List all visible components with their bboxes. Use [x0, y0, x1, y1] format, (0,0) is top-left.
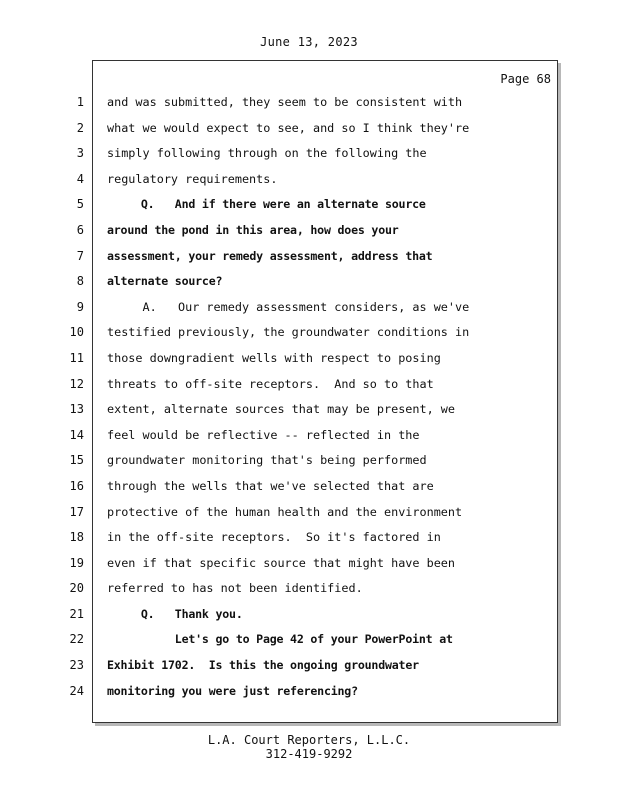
line-number: 3: [76, 146, 84, 161]
page-number: Page 68: [500, 72, 551, 86]
transcript-text: [107, 90, 552, 704]
transcript-line: even if that specific source that might have been: [107, 555, 456, 570]
transcript-line: assessment, your remedy assessment, address that: [107, 248, 433, 263]
transcript-line: simply following through on the following the: [107, 146, 427, 161]
transcript-line: around the pond in this area, how does your: [107, 222, 399, 237]
line-number: 20: [69, 581, 84, 596]
line-number: 14: [69, 427, 84, 442]
line-number: 12: [69, 376, 84, 391]
line-number: 18: [69, 530, 84, 545]
line-number: 22: [69, 632, 84, 647]
transcript-line: Exhibit 1702. Is this the ongoing groundwater: [107, 658, 419, 673]
transcript-line: through the wells that we've selected that are: [107, 478, 434, 493]
line-number: 23: [69, 658, 84, 673]
transcript-line: Let's go to Page 42 of your PowerPoint at: [107, 632, 453, 647]
line-number: 17: [69, 504, 84, 519]
line-number: 1: [76, 95, 84, 109]
line-number: 6: [76, 222, 84, 237]
reporter-company: L.A. Court Reporters, L.L.C.: [207, 733, 411, 747]
line-number: 21: [69, 606, 84, 621]
transcript-line: and was submitted, they seem to be consistent with: [107, 95, 463, 109]
transcript-line: what we would expect to see, and so I think they're: [107, 120, 470, 135]
reporter-phone: 312-419-9292: [265, 747, 353, 761]
transcript-date: June 13, 2023: [260, 35, 358, 49]
transcript-line: threats to off-site receptors. And so to that: [107, 376, 434, 391]
line-number: 2: [76, 120, 84, 135]
transcript-line: A. Our remedy assessment considers, as we've: [107, 299, 470, 314]
transcript-line: regulatory requirements.: [107, 171, 278, 186]
transcript-line: protective of the human health and the environment: [107, 504, 463, 519]
line-number: 4: [76, 171, 84, 186]
line-number: 7: [76, 248, 84, 263]
transcript-line: testified previously, the groundwater conditions in: [107, 325, 470, 340]
line-number: 5: [76, 197, 84, 212]
line-number: 16: [69, 478, 84, 493]
transcript-line: monitoring you were just referencing?: [107, 683, 358, 698]
line-number-column: [50, 90, 88, 704]
line-number: 8: [76, 274, 84, 289]
transcript-line: those downgradient wells with respect to posing: [107, 350, 441, 365]
transcript-line: alternate source?: [107, 274, 223, 289]
line-number: 10: [69, 325, 84, 340]
transcript-line: extent, alternate sources that may be present, we: [107, 402, 456, 417]
transcript-line: referred to has not been identified.: [107, 581, 363, 596]
transcript-line: in the off-site receptors. So it's factored in: [107, 530, 441, 545]
line-number: 19: [69, 555, 84, 570]
line-number: 13: [69, 402, 84, 417]
line-number: 9: [76, 299, 84, 314]
footer: [0, 733, 618, 761]
line-number: 15: [69, 453, 84, 468]
transcript-line: groundwater monitoring that's being performed: [107, 453, 427, 468]
line-number: 24: [69, 683, 84, 698]
transcript-line: feel would be reflective -- reflected in the: [107, 427, 420, 442]
line-number: 11: [69, 350, 84, 365]
transcript-line: Q. And if there were an alternate source: [107, 197, 426, 212]
transcript-line: Q. Thank you.: [107, 606, 243, 621]
